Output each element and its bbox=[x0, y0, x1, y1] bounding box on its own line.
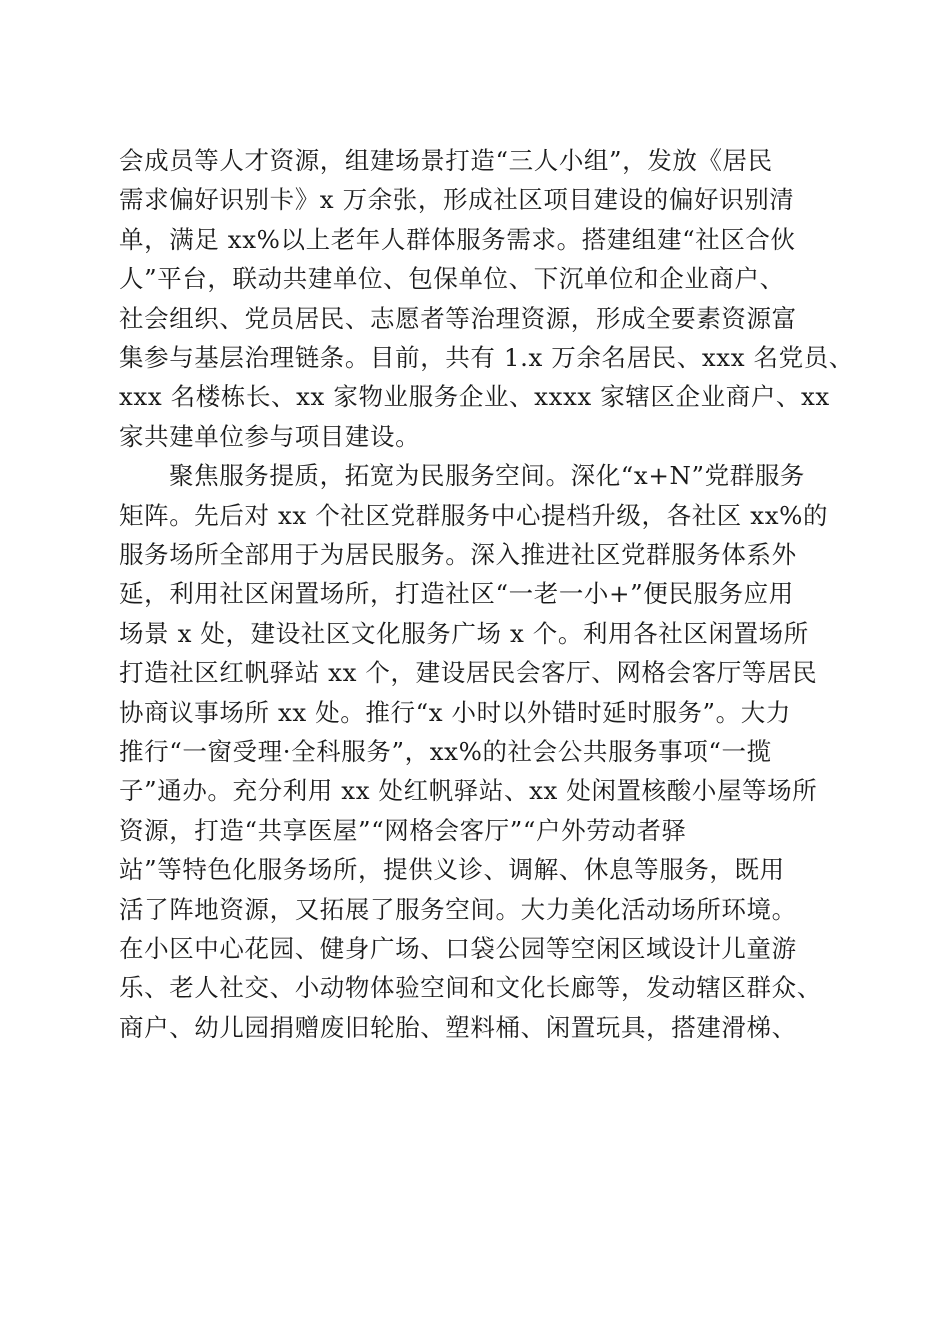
paragraph-2-line: 协商议事场所 xx 处。推行“x 小时以外错时延时服务”。大力 bbox=[119, 697, 791, 727]
paragraph-2-line: 场景 x 处，建设社区文化服务广场 x 个。利用各社区闲置场所 bbox=[119, 618, 809, 648]
paragraph-1-line: 家共建单位参与项目建设。 bbox=[119, 421, 421, 451]
paragraph-2-line: 矩阵。先后对 xx 个社区党群服务中心提档升级，各社区 xx%的 bbox=[119, 500, 829, 530]
paragraph-2-line: 子”通办。充分利用 xx 处红帆驿站、xx 处闲置核酸小屋等场所 bbox=[119, 776, 818, 806]
paragraph-2-line: 活了阵地资源，又拓展了服务空间。大力美化活动场所环境。 bbox=[119, 894, 797, 924]
paragraph-2-line: 在小区中心花园、健身广场、口袋公园等空闲区域设计儿童游 bbox=[119, 934, 797, 963]
paragraph-2-line: 乐、老人社交、小动物体验空间和文化长廊等，发动辖区群众、 bbox=[119, 973, 822, 1003]
paragraph-2-line: 服务场所全部用于为居民服务。深入推进社区党群服务体系外 bbox=[119, 540, 797, 569]
paragraph-2-line: 商户、幼儿园捐赠废旧轮胎、塑料桶、闲置玩具，搭建滑梯、 bbox=[119, 1012, 797, 1042]
paragraph-2-line: 推行“一窗受理·全科服务”，xx%的社会公共服务事项“一揽 bbox=[119, 737, 772, 766]
paragraph-1-line: 会成员等人才资源，组建场景打造“三人小组”，发放《居民 bbox=[119, 146, 773, 175]
paragraph-2-line: 打造社区红帆驿站 xx 个，建设居民会客厅、网格会客厅等居民 bbox=[119, 658, 818, 688]
paragraph-1-line: 社会组织、党员居民、志愿者等治理资源，形成全要素资源富 bbox=[119, 303, 797, 333]
paragraph-2-line: 站”等特色化服务场所，提供义诊、调解、休息等服务，既用 bbox=[119, 855, 785, 885]
paragraph-2-line: 延，利用社区闲置场所，打造社区“一老一小+”便民服务应用 bbox=[119, 579, 794, 609]
paragraph-2-line: 聚焦服务提质，拓宽为民服务空间。深化“x+N”党群服务 bbox=[169, 461, 806, 491]
paragraph-1-line: xxx 名楼栋长、xx 家物业服务企业、xxxx 家辖区企业商户、xx bbox=[119, 382, 830, 412]
paragraph-1-line: 单，满足 xx%以上老年人群体服务需求。搭建组建“社区合伙 bbox=[119, 224, 796, 254]
paragraph-1-line: 人”平台，联动共建单位、包保单位、下沉单位和企业商户、 bbox=[119, 264, 785, 294]
paragraph-2-line: 资源，打造“共享医屋”“网格会客厅”“户外劳动者驿 bbox=[119, 815, 687, 845]
paragraph-1-line: 需求偏好识别卡》x 万余张，形成社区项目建设的偏好识别清 bbox=[119, 185, 795, 215]
paragraph-1-line: 集参与基层治理链条。目前，共有 1.x 万余名居民、xxx 名党员、 bbox=[119, 343, 854, 372]
